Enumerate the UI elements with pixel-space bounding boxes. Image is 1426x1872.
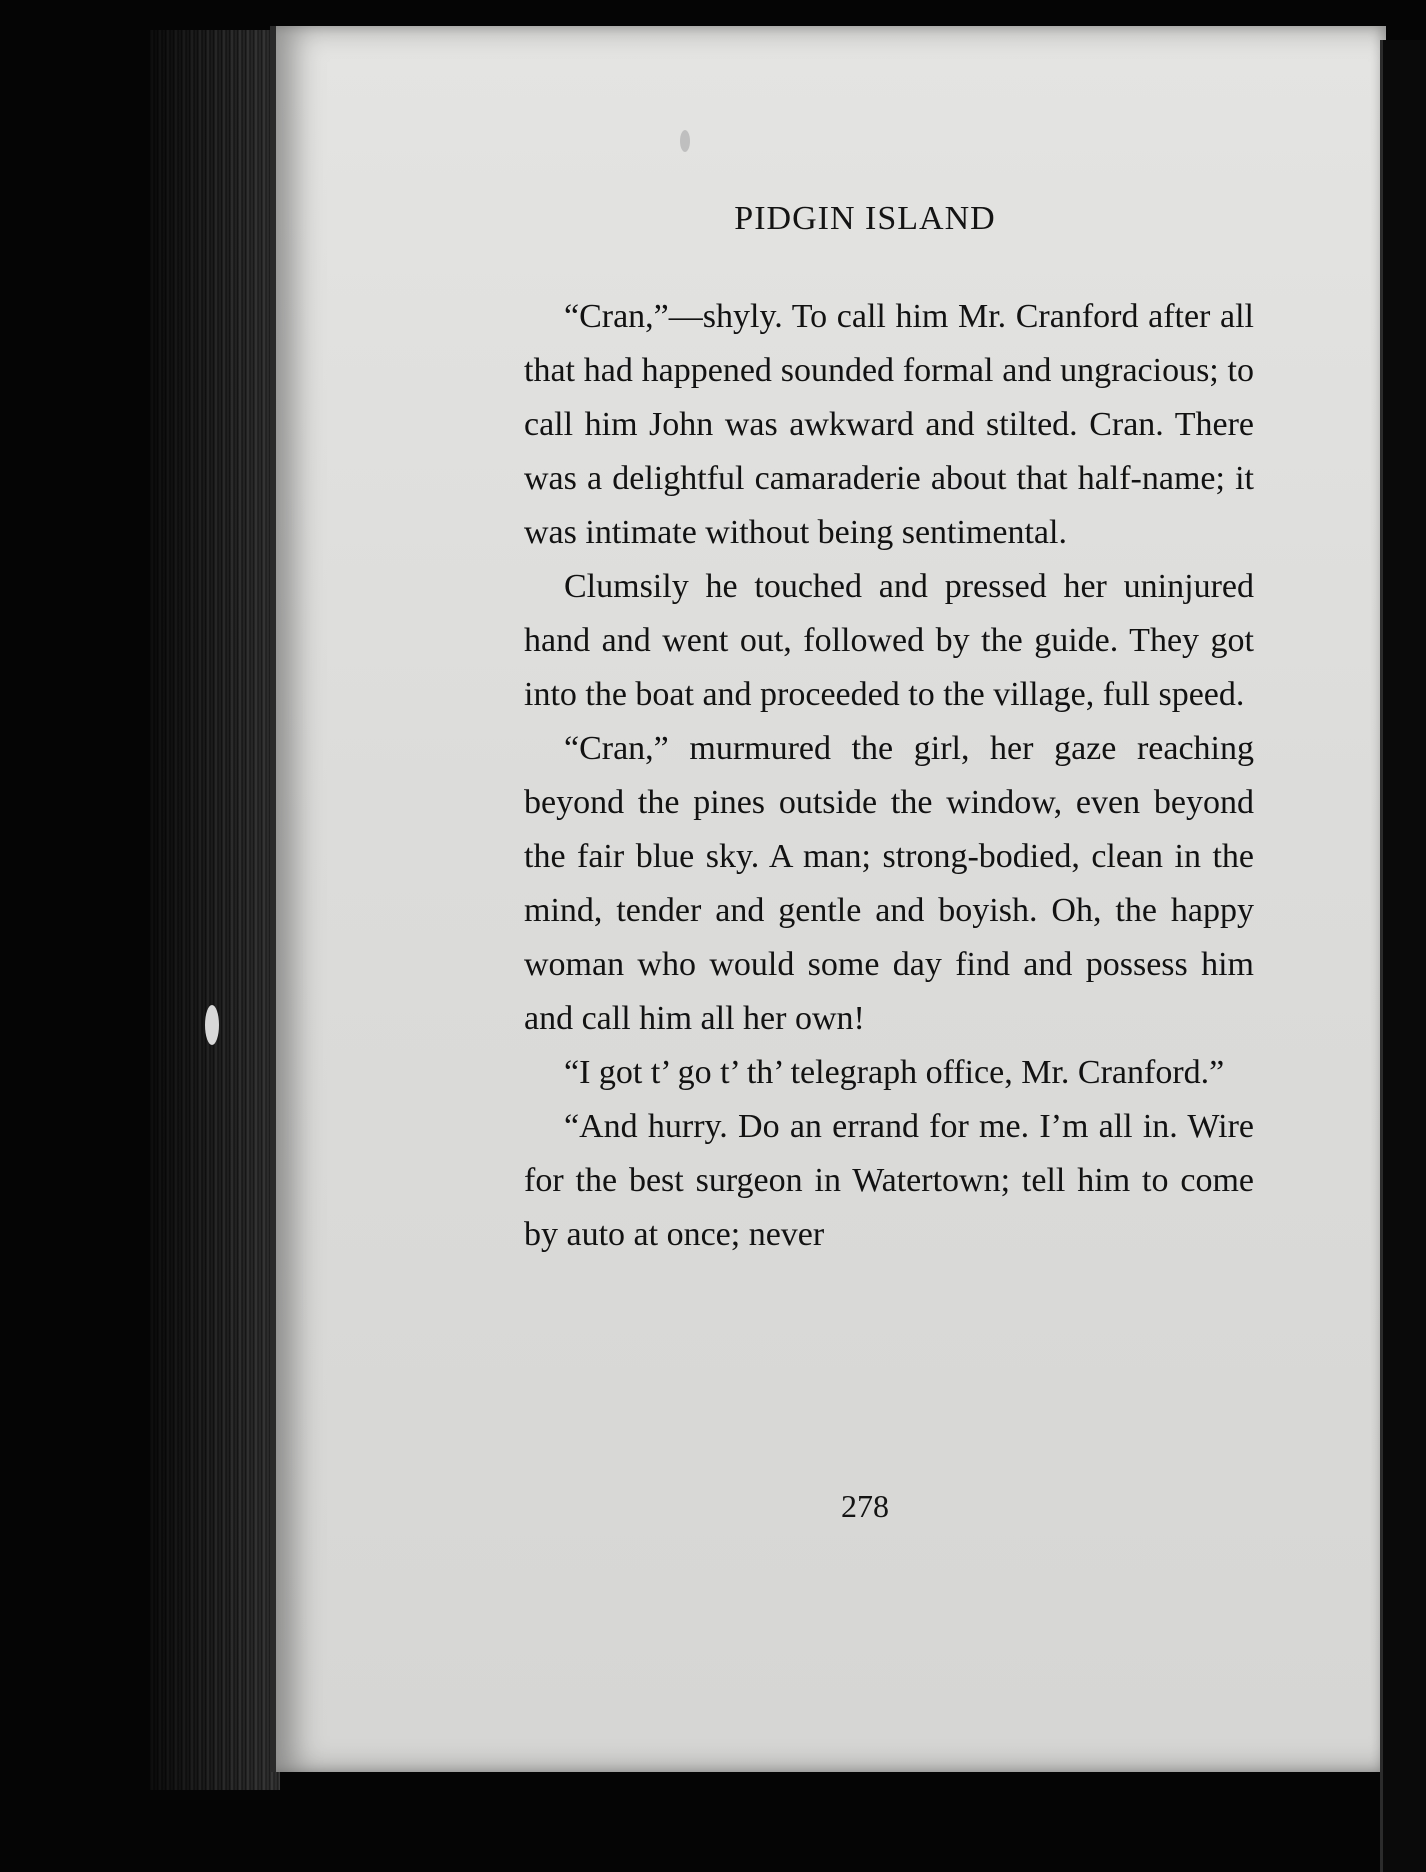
- paragraph: Clumsily he touched and pressed her uninjured hand and went out, followed by the guide. They got into the boat and proceeded to the village, full speed.: [524, 568, 1254, 713]
- paragraph: “And hurry. Do an errand for me. I’m all in. Wire for the best surgeon in Watertown; tell him to come by auto at once; never: [524, 1108, 1254, 1253]
- dust-speck: [205, 1005, 219, 1045]
- dust-speck: [680, 130, 690, 152]
- paragraph: “Cran,” murmured the girl, her gaze reaching beyond the pines outside the window, even beyond the fair blue sky. A man; strong-bodied, clean in the mind, tender and gentle and boyish. Oh, the happy woman who would some day find and possess him and call him all her own!: [524, 730, 1254, 1037]
- body-text: [524, 290, 1254, 1262]
- page-number: 278: [841, 1488, 889, 1524]
- paragraph: “Cran,”—shyly. To call him Mr. Cranford after all that had happened sounded formal and ungracious; to call him John was awkward and stilted. Cran. There was a delightful camaraderie about that half-name; it was intimate without being sentimental.: [524, 298, 1254, 551]
- binding-edge: [1380, 40, 1426, 1872]
- page-edges: [150, 30, 280, 1790]
- running-head: PIDGIN ISLAND: [734, 200, 996, 237]
- paragraph: “I got t’ go t’ th’ telegraph office, Mr. Cranford.”: [564, 1054, 1225, 1091]
